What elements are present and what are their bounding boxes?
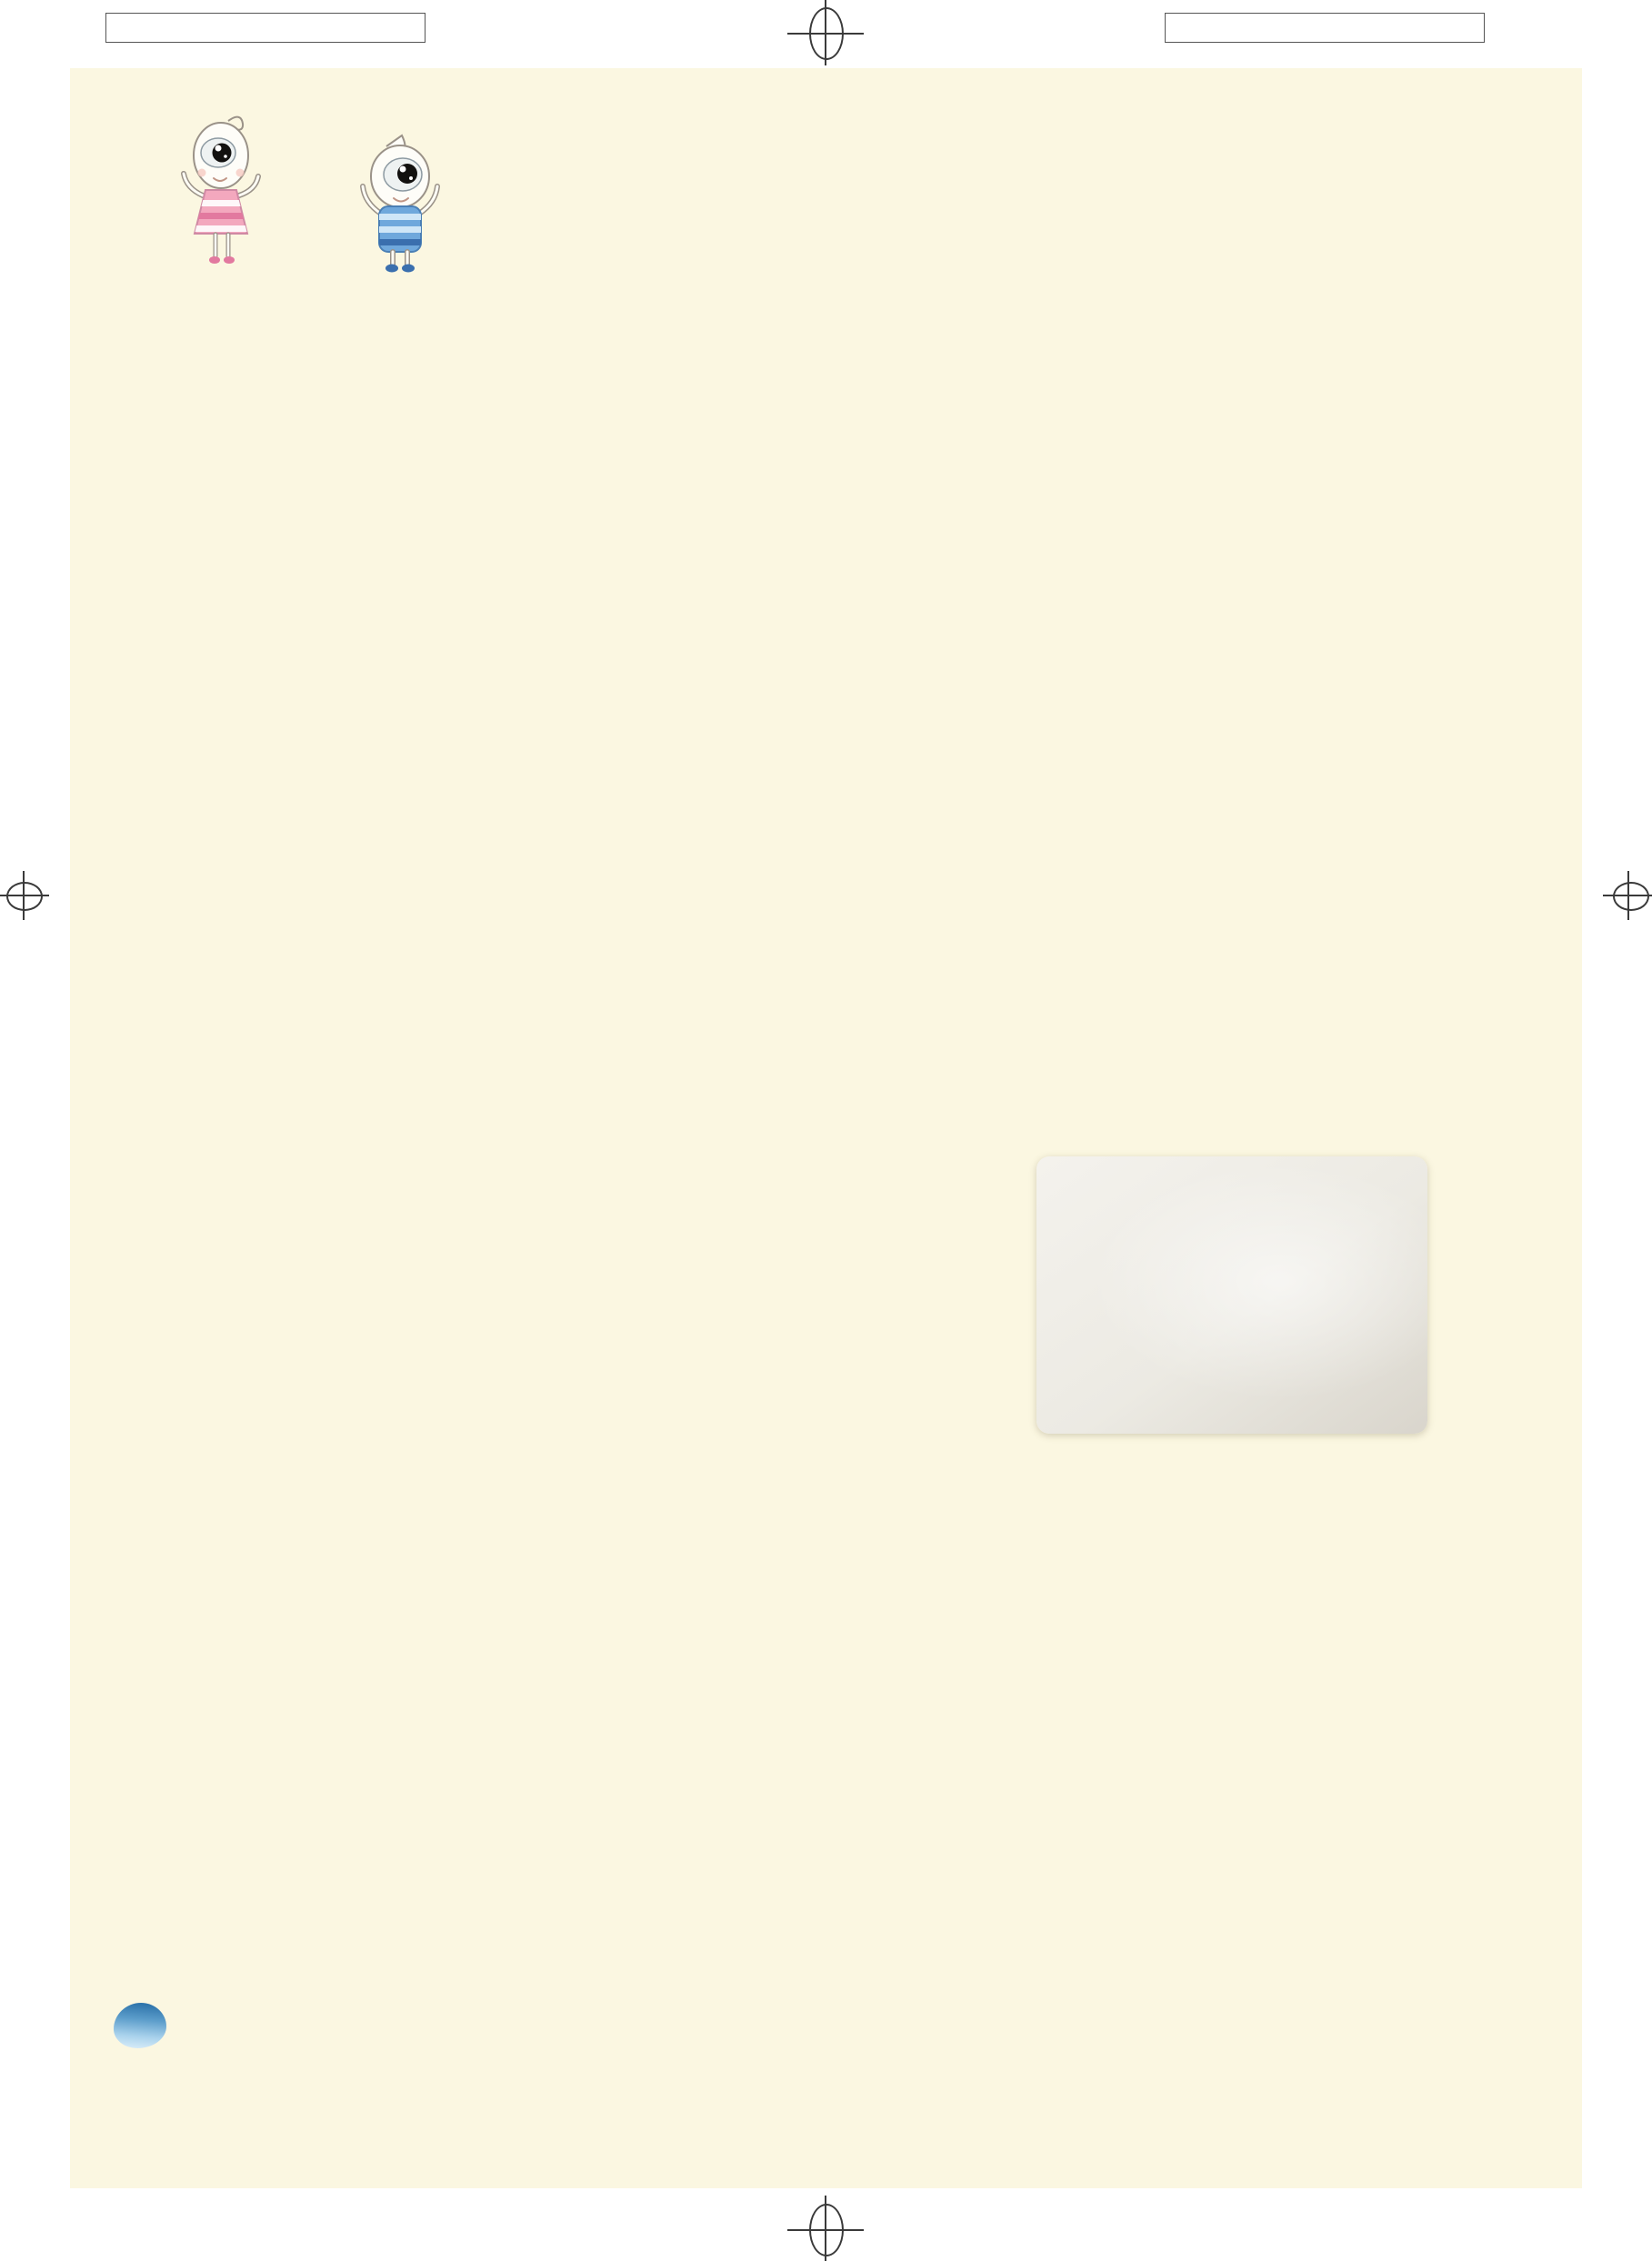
girl-mascot-illustration — [175, 106, 266, 270]
score-table-drawing — [1036, 1156, 1427, 1434]
score-table-photo — [1036, 1156, 1427, 1434]
boy-mascot-illustration — [350, 134, 450, 275]
magazine-page — [70, 68, 1582, 2188]
grayscale-calibration-bar — [105, 13, 426, 43]
wavy-divider — [195, 272, 1423, 286]
page-number-badge — [114, 2003, 166, 2048]
masthead — [70, 68, 1582, 295]
color-calibration-bar — [1165, 13, 1485, 43]
